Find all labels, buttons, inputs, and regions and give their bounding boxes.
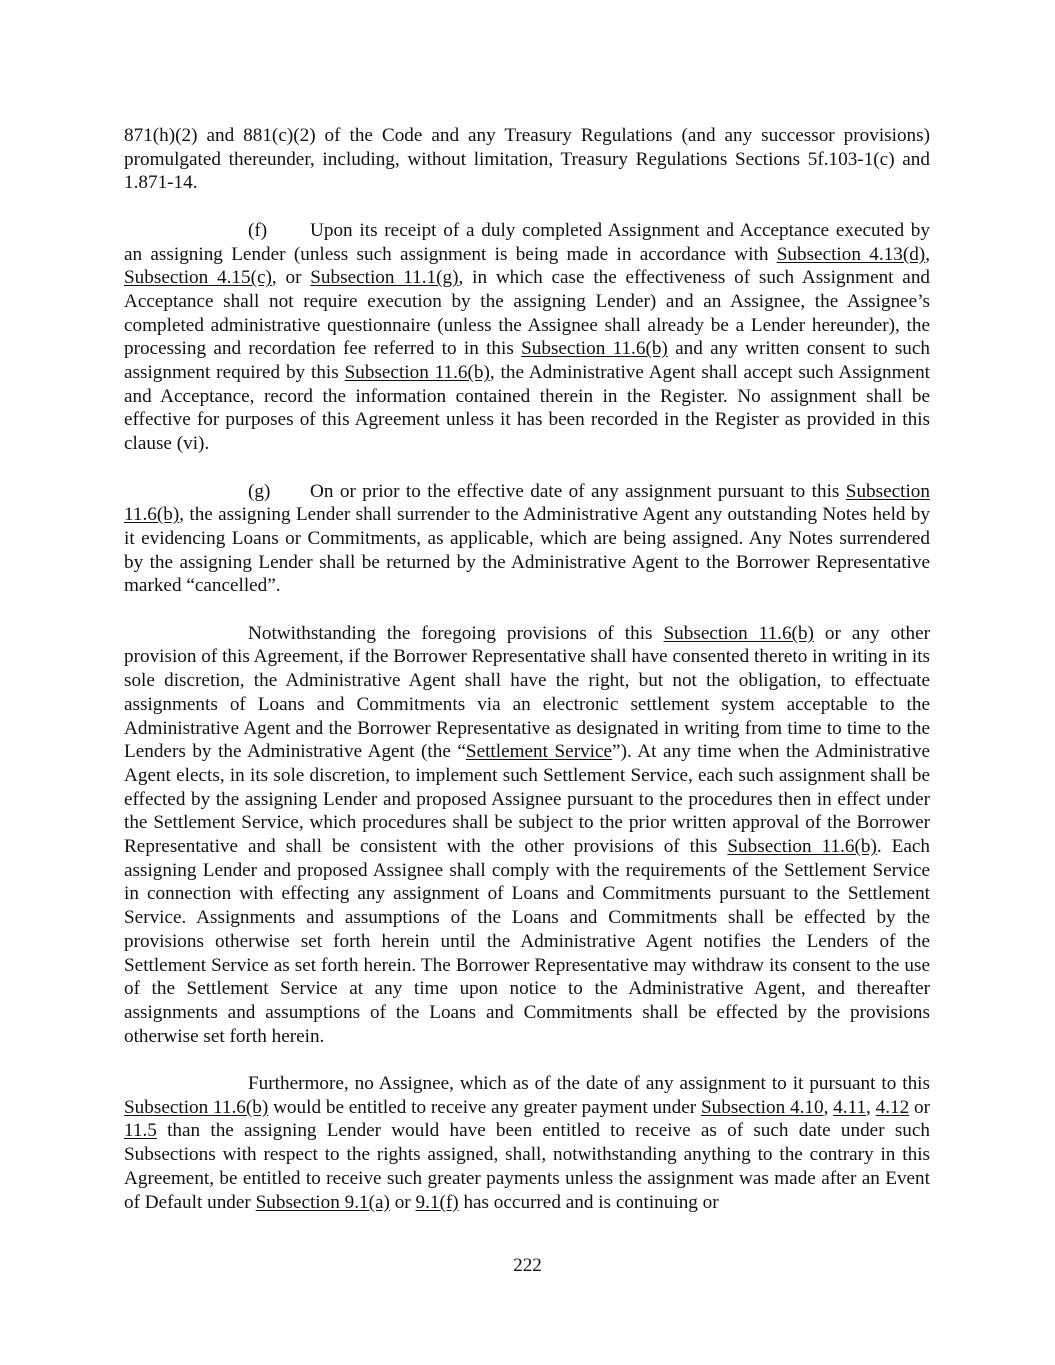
cross-reference: 11.5 [124, 1120, 157, 1142]
cross-reference: Subsection 11.6(b) [344, 362, 490, 384]
paragraph-label: (f) [248, 219, 268, 241]
page-number: 222 [513, 1255, 542, 1276]
cross-reference: Subsection 11.6(b) [727, 836, 877, 858]
defined-term: Settlement Service [465, 741, 613, 763]
cross-reference: Subsection 4.15(c) [124, 267, 272, 289]
cross-reference: 9.1(f) [415, 1191, 459, 1213]
paragraph-g: (g) On or prior to the effective date of any assignment pursuant to this Subsection 11.6(b), the assigning Lender shall surrender to the Administrative Agent any outstanding Notes held by it evidencing Loans or Commitments, as applicable, which are being assigned. Any Notes surrendered by the assigning Lender shall be returned by the Administrative Agent to the Borrower Representative marked “cancelled”. [124, 480, 930, 597]
cross-reference: Subsection 11.6(b) [663, 622, 814, 644]
paragraph-furthermore: Furthermore, no Assignee, which as of the date of any assignment to it pursuant to this Subsection 11.6(b) would be entitled to receive any greater payment under Subsection 4.10, 4.11, 4.12 or 11.5 than the assigning Lender would have been entitled to receive as of such date under such Subsections with respect to the rights assigned, shall, notwithstanding anything to the contrary in this Agreement, be entitled to receive such greater payments unless the assignment was made after an Event of Default under Subsection 9.1(a) or 9.1(f) has occurred and is continuing or [124, 1073, 931, 1213]
cross-reference: Subsection 9.1(a) [255, 1191, 390, 1213]
paragraph-label: (g) [248, 480, 271, 502]
cross-reference: 4.11 [833, 1096, 867, 1118]
cross-reference: Subsection 11.6(b) [521, 338, 668, 360]
paragraph-f: (f) Upon its receipt of a duly completed Assignment and Acceptance executed by an assigning Lender (unless such assignment is being made in accordance with Subsection 4.13(d), Subsection 4.15(c), or Subsection 11.1(g), in which case the effectiveness of such Assignment and Acceptance shall not require execution by the assigning Lender) and an Assignee, the Assignee’s completed administrative questionnaire (unless the Assignee shall already be a Lender hereunder), the processing and recordation fee referred to in this Subsection 11.6(b) and any written consent to such assignment required by this Subsection 11.6(b), the Administrative Agent shall accept such Assignment and Acceptance, record the information contained therein in the Register. No assignment shall be effective for purposes of this Agreement unless it has been recorded in the Register as provided in this clause (vi). [124, 219, 931, 455]
document-page [124, 124, 930, 1238]
cross-reference: Subsection 11.6(b) [124, 1096, 269, 1118]
paragraph-notwithstanding: Notwithstanding the foregoing provisions of this Subsection 11.6(b) or any other provision of this Agreement, if the Borrower Representative shall have consented thereto in writing in its sole discretion, the Administrative Agent shall have the right, but not the obligation, to effectuate assignments of Loans and Commitments via an electronic settlement system acceptable to the Administrative Agent and the Borrower Representative as designated in writing from time to time to the Lenders by the Administrative Agent (the “Settlement Service”). At any time when the Administrative Agent elects, in its sole discretion, to implement such Settlement Service, each such assignment shall be effected by the assigning Lender and proposed Assignee pursuant to the procedures then in effect under the Settlement Service, which procedures shall be subject to the prior written approval of the Borrower Representative and shall be consistent with the other provisions of this Subsection 11.6(b). Each assigning Lender and proposed Assignee shall comply with the requirements of the Settlement Service in connection with effecting any assignment of Loans and Commitments pursuant to the Settlement Service. Assignments and assumptions of the Loans and Commitments shall be effected by the provisions otherwise set forth herein until the Administrative Agent notifies the Lenders of the Settlement Service as set forth herein. The Borrower Representative may withdraw its consent to the use of the Settlement Service at any time upon notice to the Administrative Agent, and thereafter assignments and assumptions of the Loans and Commitments shall be effected by the provisions otherwise set forth herein. [124, 622, 930, 1047]
paragraph-continuation: 871(h)(2) and 881(c)(2) of the Code and any Treasury Regulations (and any successor provisions) promulgated thereunder, including, without limitation, Treasury Regulations Sections 5f.103-1(c) and 1.871-14. [124, 125, 930, 194]
cross-reference: Subsection 4.13(d) [776, 243, 926, 265]
cross-reference: Subsection 11.1(g) [310, 267, 459, 289]
cross-reference: Subsection 11.6(b) [124, 480, 930, 526]
cross-reference: 4.12 [875, 1096, 910, 1118]
cross-reference: Subsection 4.10 [700, 1096, 824, 1118]
